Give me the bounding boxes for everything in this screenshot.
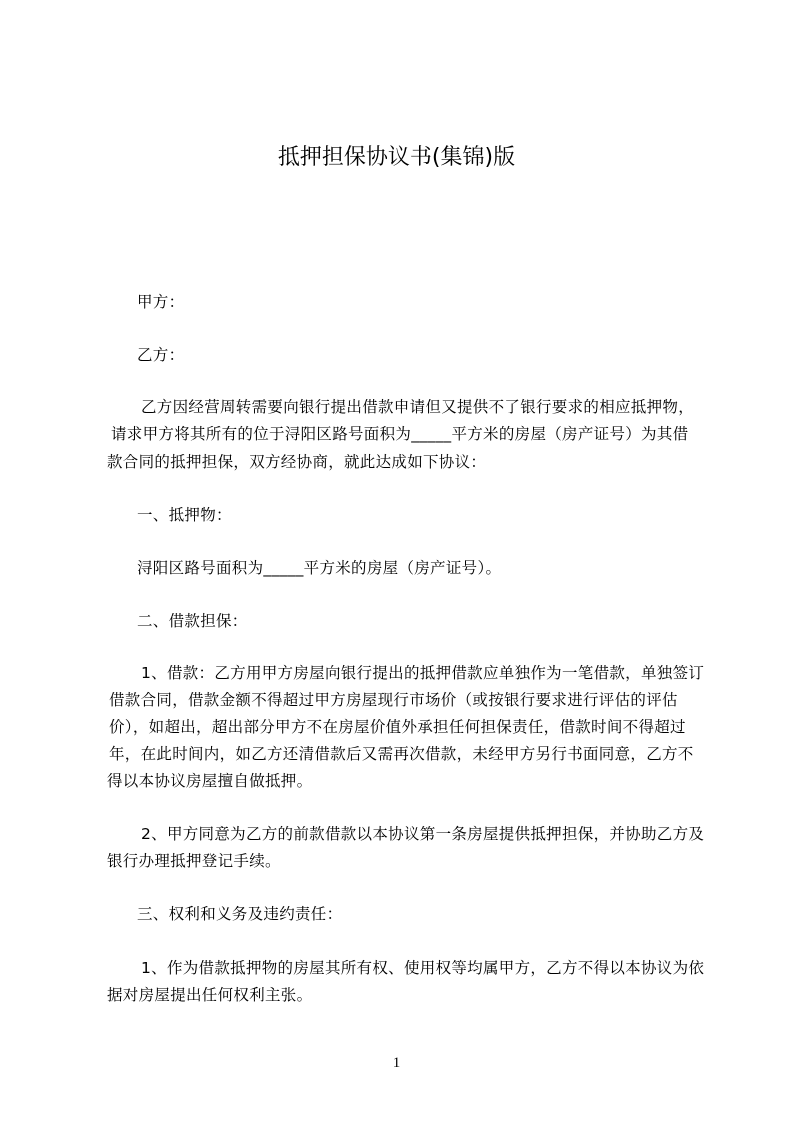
section2-item1-line: 价），如超出，超出部分甲方不在房屋价值外承担任何担保责任，借款时间不得超过 (109, 718, 686, 736)
section3-item1-line: 据对房屋提出任何权利主张。 (107, 986, 313, 1004)
section1-heading: 一、抵押物： (137, 506, 232, 524)
section2-item2-line: 银行办理抵押登记手续。 (107, 852, 281, 870)
section3-item1-line: 1、作为借款抵押物的房屋其所有权、使用权等均属甲方，乙方不得以本协议为依 (141, 959, 705, 977)
section2-item1-line: 1、借款：乙方用甲方房屋向银行提出的抵押借款应单独作为一笔借款，单独签订 (141, 664, 705, 682)
intro-line: 款合同的抵押担保，双方经协商，就此达成如下协议： (107, 453, 487, 471)
document-title: 抵押担保协议书(集锦)版 (277, 145, 516, 170)
intro-line: 请求甲方将其所有的位于浔阳区路号面积为_____平方米的房屋（房产证号）为其借 (111, 425, 689, 443)
section2-item1-line: 得以本协议房屋擅自做抵押。 (107, 772, 313, 790)
section2-item1-line: 年，在此时间内，如乙方还清借款后又需再次借款，未经甲方另行书面同意，乙方不 (109, 745, 694, 763)
page-number: 1 (392, 1055, 401, 1071)
intro-line: 乙方因经营周转需要向银行提出借款申请但又提供不了银行要求的相应抵押物， (141, 398, 695, 416)
section2-item2-line: 2、甲方同意为乙方的前款借款以本协议第一条房屋提供抵押担保，并协助乙方及 (141, 825, 705, 843)
section3-heading: 三、权利和义务及违约责任： (137, 905, 343, 923)
party-b-label: 乙方： (137, 346, 185, 364)
section1-body: 浔阳区路号面积为_____平方米的房屋（房产证号）。 (137, 559, 502, 577)
party-a-label: 甲方： (137, 293, 185, 311)
section2-item1-line: 借款合同，借款金额不得超过甲方房屋现行市场价（或按银行要求进行评估的评估 (109, 691, 678, 709)
section2-heading: 二、借款担保： (137, 612, 248, 630)
